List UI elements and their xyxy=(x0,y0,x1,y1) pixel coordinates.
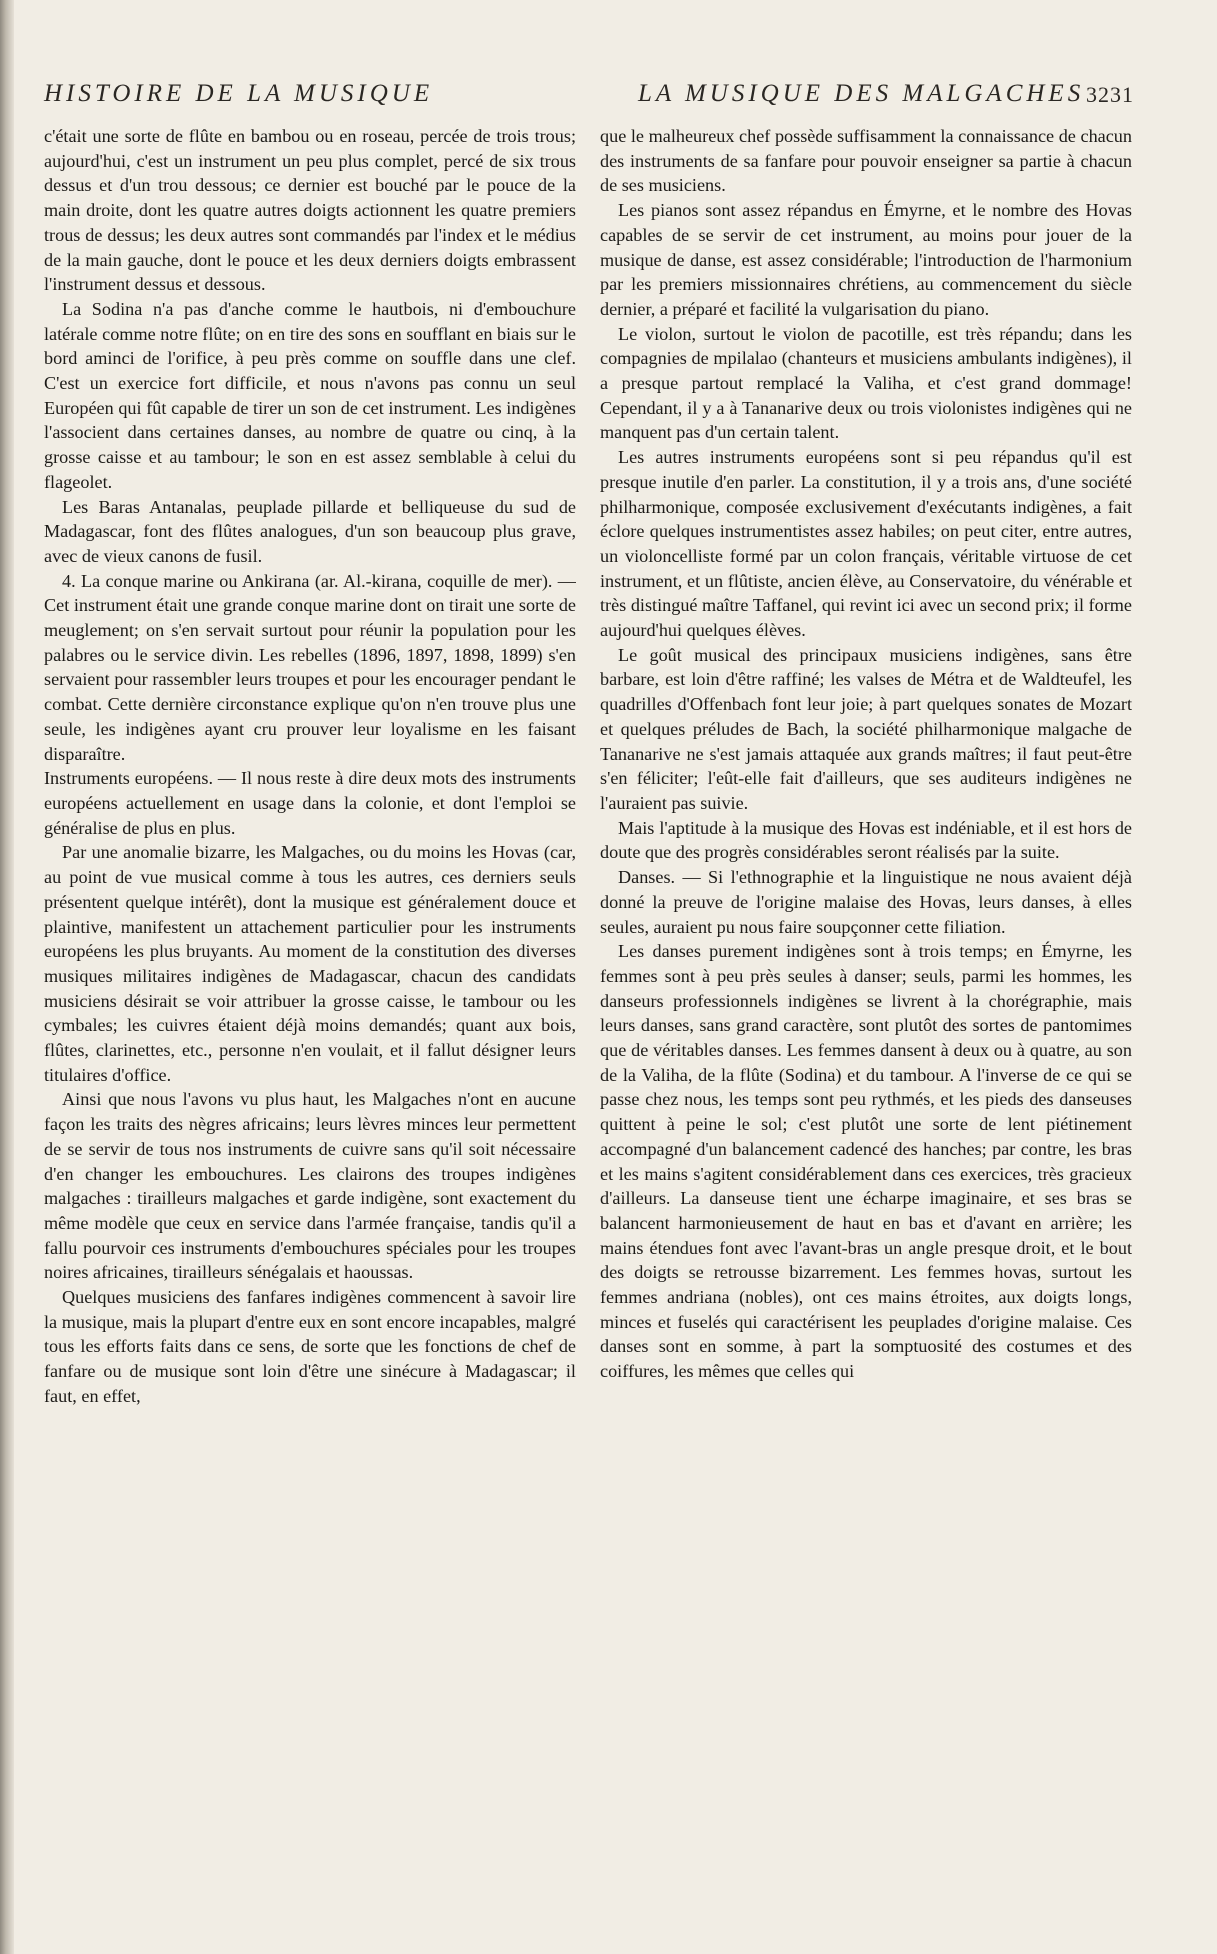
paragraph: que le malheureux chef possède suffisamment la connaissance de chacun des instruments de sa fanfare pour pouvoir enseigner sa partie à chacun de ses musiciens. xyxy=(600,126,1132,196)
paragraph: c'était une sorte de flûte en bambou ou en roseau, percée de trois trous; aujourd'hui, c'est un instrument un peu plus complet, percé de six trous dessus et d'un trou dessous; ce dernier est bouché par le pouce de la main droite, dont les quatre autres doigts actionnent les quatre premiers trous de dessus; les deux autres sont commandés par l'index et le médius de la main gauche, dont le pouce et les deux derniers doigts embrassent l'instrument dessus et dessous. xyxy=(44,126,576,295)
paragraph: Les pianos sont assez répandus en Émyrne, et le nombre des Hovas capables de se servir de cet instrument, au moins pour jouer de la musique de danse, est assez considérable; l'introduction de l'harmonium par les premiers missionnaires chrétiens, au commencement du siècle dernier, a préparé et facilité la vulgarisation du piano. xyxy=(600,200,1132,319)
right-column xyxy=(600,124,1132,1929)
page-number: 3231 xyxy=(1086,82,1134,107)
paragraph: Par une anomalie bizarre, les Malgaches, ou du moins les Hovas (car, au point de vue musical comme à tous les autres, ces derniers seuls présentent quelque intérêt), dont la musique est généralement douce et plaintive, manifestent un attachement particulier pour les instruments européens les plus bruyants. Au moment de la constitution des diverses musiques militaires indigènes de Madagascar, chacun des candidats musiciens désirait se voir attribuer la grosse caisse, le tambour ou les cymbales; les cuivres étaient déjà moins demandés; quant aux bois, flûtes, clarinettes, etc., personne n'en voulait, et il fallut désigner leurs titulaires d'office. xyxy=(44,842,576,1085)
paragraph: 4. La conque marine ou Ankirana (ar. Al.-kirana, coquille de mer). — Cet instrument était une grande conque marine dont on tirait une sorte de meuglement; on s'en servait surtout pour réunir la population pour les palabres ou le service divin. Les rebelles (1896, 1897, 1898, 1899) s'en servaient pour rassembler leurs troupes et pour les encourager pendant le combat. Cette dernière circonstance explique qu'on n'en trouve plus une seule, les indigènes ayant cru prouver leur loyalisme en les faisant disparaître. xyxy=(44,570,576,764)
paragraph: Le goût musical des principaux musiciens indigènes, sans être barbare, est loin d'être raffiné; les valses de Métra et de Waldteufel, les quadrilles d'Offenbach font leur joie; à part quelques sonates de Mozart et quelques préludes de Bach, la société philharmonique malgache de Tananarive ne s'est jamais attaquée aux grands maîtres; il faut peut-être s'en féliciter; l'eût-elle fait d'ailleurs, que ses auditeurs indigènes ne l'auraient pas suivie. xyxy=(600,644,1132,813)
section-paragraph-danses: Danses. — Si l'ethnographie et la linguistique ne nous avaient déjà donné la preuve de l'origine malaise des Hovas, leurs danses, à elles seules, auraient pu nous faire soupçonner cette filiation. xyxy=(600,867,1132,937)
left-column xyxy=(44,124,576,1929)
paragraph: Les danses purement indigènes sont à trois temps; en Émyrne, les femmes sont à peu près seules à danser; seuls, parmi les hommes, les danseurs professionnels indigènes se livrent à la chorégraphie, mais leurs danses, sans grand caractère, sont plutôt des sortes de pantomimes que de véritables danses. Les femmes dansent à deux ou à quatre, au son de la Valiha, de la flûte (Sodina) et du tambour. A l'inverse de ce qui se passe chez nous, les temps sont peu rythmés, et les pieds des danseuses quittent à peine le sol; c'est plutôt une sorte de lent piétinement accompagné d'un balancement cadencé des hanches; par contre, les bras et les mains s'agitent considérablement dans ces exercices, très gracieux d'ailleurs. La danseuse tient une écharpe imaginaire, et ses bras se balancent harmonieusement de haut en bas et d'avant en arrière; les mains étendues font avec l'avant-bras un angle presque droit, et le bout des doigts se retrousse bizarrement. Les femmes hovas, surtout les femmes andriana (nobles), ont ces mains étroites, aux doigts longs, minces et fuselés qui caractérisent les peuplades d'origine malaise. Ces danses sont en somme, à part la somptuosité des costumes et des coiffures, les mêmes que celles qui xyxy=(600,941,1132,1382)
header-right-title: LA MUSIQUE DES MALGACHES xyxy=(638,80,1085,107)
paragraph: Mais l'aptitude à la musique des Hovas est indéniable, et il est hors de doute que des progrès considérables seront réalisés par la suite. xyxy=(600,817,1132,863)
paragraph: Le violon, surtout le violon de pacotille, est très répandu; dans les compagnies de mpilalao (chanteurs et musiciens ambulants indigènes), il a presque partout remplacé la Valiha, et c'est grand dommage! Cependant, il y a à Tananarive deux ou trois violonistes indigènes qui ne manquent pas d'un certain talent. xyxy=(600,323,1132,443)
running-header xyxy=(44,80,1134,114)
paragraph: Les autres instruments européens sont si peu répandus qu'il est presque inutile d'en parler. La constitution, il y a trois ans, d'une société philharmonique, composée exclusivement d'exécutants indigènes, a fait éclore quelques instrumentistes assez habiles; on peut citer, entre autres, un violoncelliste formé par un colon français, véritable virtuose de cet instrument, et un flûtiste, ancien élève, au Conservatoire, du vénérable et très distingué maître Taffanel, qui revint ici avec un second prix; il forme aujourd'hui quelques élèves. xyxy=(600,447,1132,641)
header-left-title: HISTOIRE DE LA MUSIQUE xyxy=(44,80,434,107)
paragraph: Ainsi que nous l'avons vu plus haut, les Malgaches n'ont en aucune façon les traits des nègres africains; leurs lèvres minces leur permettent de se servir de tous nos instruments de cuivre sans qu'il soit nécessaire d'en changer les embouchures. Les clairons des troupes indigènes malgaches : tirailleurs malgaches et garde indigène, sont exactement du même modèle que ceux en service dans l'armée française, tandis qu'il a fallu pourvoir ces instruments d'embouchures spéciales pour les troupes noires africaines, tirailleurs sénégalais et haoussas. xyxy=(44,1089,576,1283)
book-spine-shadow xyxy=(0,0,14,1954)
section-paragraph-instruments-europeens: Instruments européens. — Il nous reste à dire deux mots des instruments européens actuellement en usage dans la colonie, et dont l'emploi se généralise de plus en plus. xyxy=(44,768,576,838)
paragraph: Quelques musiciens des fanfares indigènes commencent à savoir lire la musique, mais la plupart d'entre eux en sont encore incapables, malgré tous les efforts faits dans ce sens, de sorte que les fonctions de chef de fanfare ou de musique sont loin d'être une sinécure à Madagascar; il faut, en effet, xyxy=(44,1287,576,1406)
paragraph: La Sodina n'a pas d'anche comme le hautbois, ni d'embouchure latérale comme notre flûte; on en tire des sons en soufflant en biais sur le bord aminci de l'orifice, à peu près comme on souffle dans une clef. C'est un exercice fort difficile, et nous n'avons pas connu un seul Européen qui fût capable de tirer un son de cet instrument. Les indigènes l'associent dans certaines danses, au nombre de quatre ou cinq, à la grosse caisse et au tambour; le son en est assez semblable à celui du flageolet. xyxy=(44,298,576,492)
paragraph: Les Baras Antanalas, peuplade pillarde et belliqueuse du sud de Madagascar, font des flûtes analogues, d'un son beaucoup plus grave, avec de vieux canons de fusil. xyxy=(44,496,576,566)
